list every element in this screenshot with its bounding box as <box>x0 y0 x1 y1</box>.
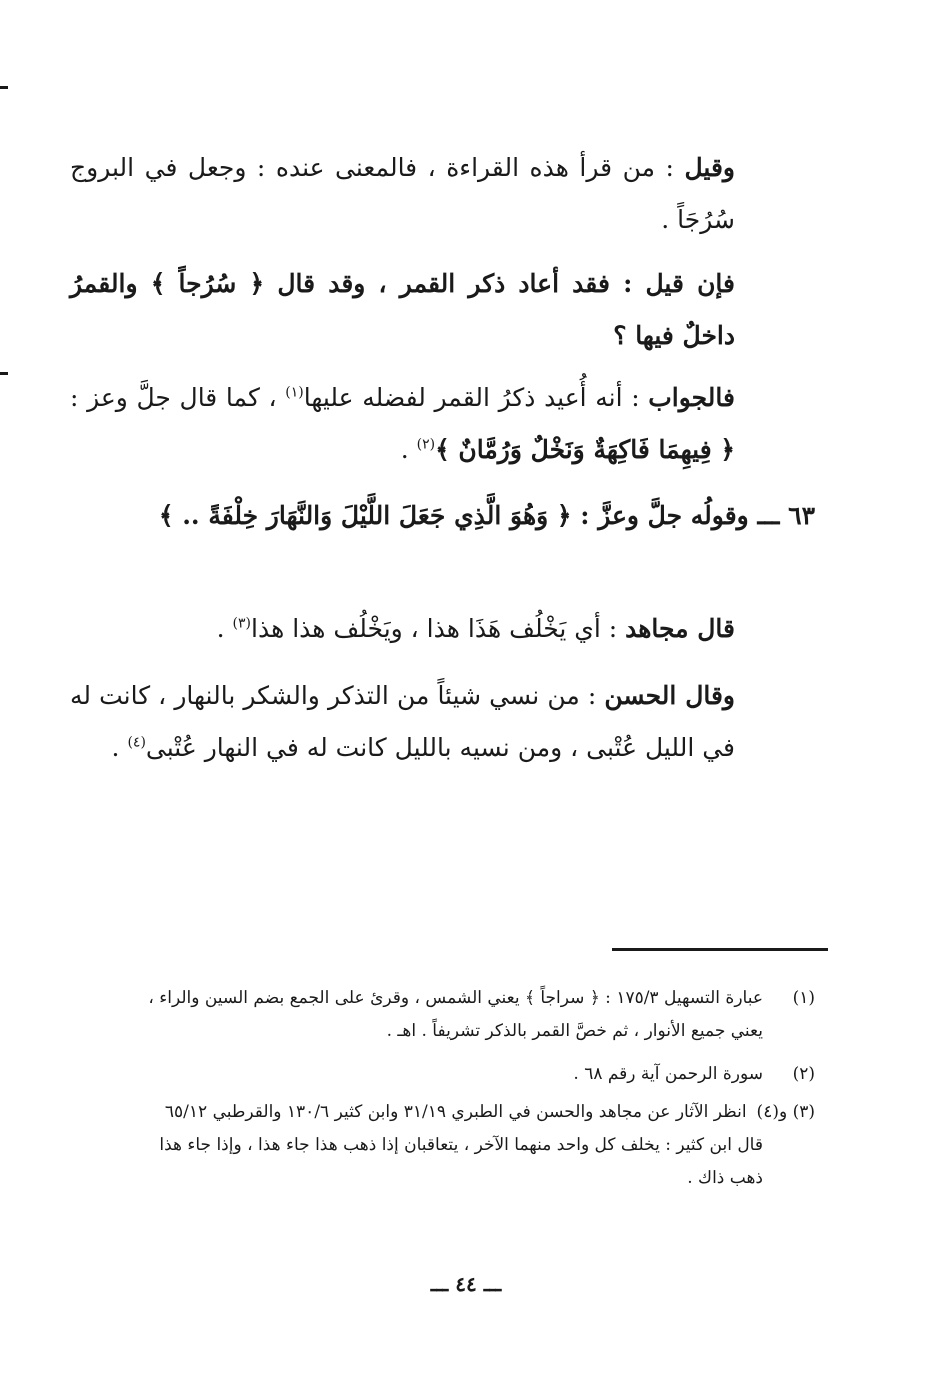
paragraph-lead: فالجواب <box>648 383 735 412</box>
paragraph-text: . <box>111 733 128 762</box>
paragraph-question <box>70 258 735 362</box>
quran-verse: ﴿ وَهُوَ الَّذِي جَعَلَ اللَّيْلَ وَالنَّهَارَ خِلْفَةً .. ﴾ <box>158 501 572 530</box>
footnote-marker: (١) <box>285 384 304 401</box>
paragraph-text: . <box>216 614 233 643</box>
footnote-line: ذهب ذاك . <box>687 1168 763 1188</box>
paragraph-hasan <box>70 670 735 774</box>
footnote-line: عبارة التسهيل ١٧٥/٣ : ﴿ سراجاً ﴾ يعني الشمس ، وقرئ على الجمع بضم السين والراء ، <box>148 988 763 1008</box>
paragraph-text: : أي يَخْلُف هَذَا هذا ، ويَخْلُف هذا هذا <box>251 614 626 643</box>
footnote-separator <box>612 948 828 951</box>
paragraph-text: : أنه أُعيد ذكرُ القمر لفضله عليها <box>303 383 649 412</box>
paragraph-mujahid <box>70 603 735 655</box>
paragraph-text: : من قرأ هذه القراءة ، فالمعنى عنده : وجعل في البروج سُرُجَاً . <box>70 153 735 234</box>
footnote-line: سورة الرحمن آية رقم ٦٨ . <box>573 1064 763 1084</box>
paragraph-text: ، كما قال جلَّ وعز : <box>70 383 286 412</box>
scan-edge-mark <box>0 372 8 375</box>
footnote-1 <box>70 982 815 1048</box>
footnote-3-4 <box>70 1096 815 1195</box>
paragraph-text: وقولُه جلَّ وعزَّ : <box>571 501 758 530</box>
footnote-number: (١) <box>792 988 815 1008</box>
quran-verse: ﴿ فِيهِمَا فَاكِهَةٌ وَنَخْلٌ وَرُمَّانٌ ﴾ <box>435 435 735 464</box>
footnote-marker: (٤) <box>127 734 146 751</box>
scan-edge-mark <box>0 86 8 89</box>
footnote-number: (٢) <box>792 1064 815 1084</box>
paragraph-text: . <box>400 435 417 464</box>
footnote-line: قال ابن كثير : يخلف كل واحد منهما الآخر ، يتعاقبان إذا ذهب هذا جاء هذا ، وإذا جاء هذا <box>159 1135 763 1155</box>
paragraph-qeel <box>70 142 735 246</box>
footnote-number: (٣) و(٤) <box>756 1102 815 1122</box>
footnote-line: انظر الآثار عن مجاهد والحسن في الطبري ٣١/١٩ وابن كثير ١٣٠/٦ والقرطبي ٦٥/١٢ <box>164 1102 747 1122</box>
verse-number: ٦٣ ـــ <box>757 501 815 530</box>
paragraph-text: فإن قيل : فقد أعاد ذكر القمر ، وقد قال ﴿ سُرُجاً ﴾ والقمرُ داخلٌ فيها ؟ <box>70 269 735 350</box>
paragraph-answer <box>70 372 735 476</box>
paragraph-text: : من نسي شيئاً من التذكر والشكر بالنهار ، كانت له في الليل عُتْبى ، ومن نسيه بالليل كانت له في النهار عُتْبى <box>70 681 735 762</box>
footnote-marker: (٣) <box>232 615 251 632</box>
paragraph-lead: قال مجاهد <box>625 614 735 643</box>
paragraph-verse-63 <box>70 490 815 542</box>
paragraph-lead: وقيل <box>684 153 735 182</box>
footnote-marker: (٢) <box>416 436 436 453</box>
footnote-2 <box>70 1058 815 1091</box>
page-number: ـــ ٤٤ ـــ <box>430 1272 502 1296</box>
paragraph-lead: وقال الحسن <box>604 681 735 710</box>
footnote-line: يعني جميع الأنوار ، ثم خصَّ القمر بالذكر تشريفاً . اهـ . <box>386 1021 763 1041</box>
